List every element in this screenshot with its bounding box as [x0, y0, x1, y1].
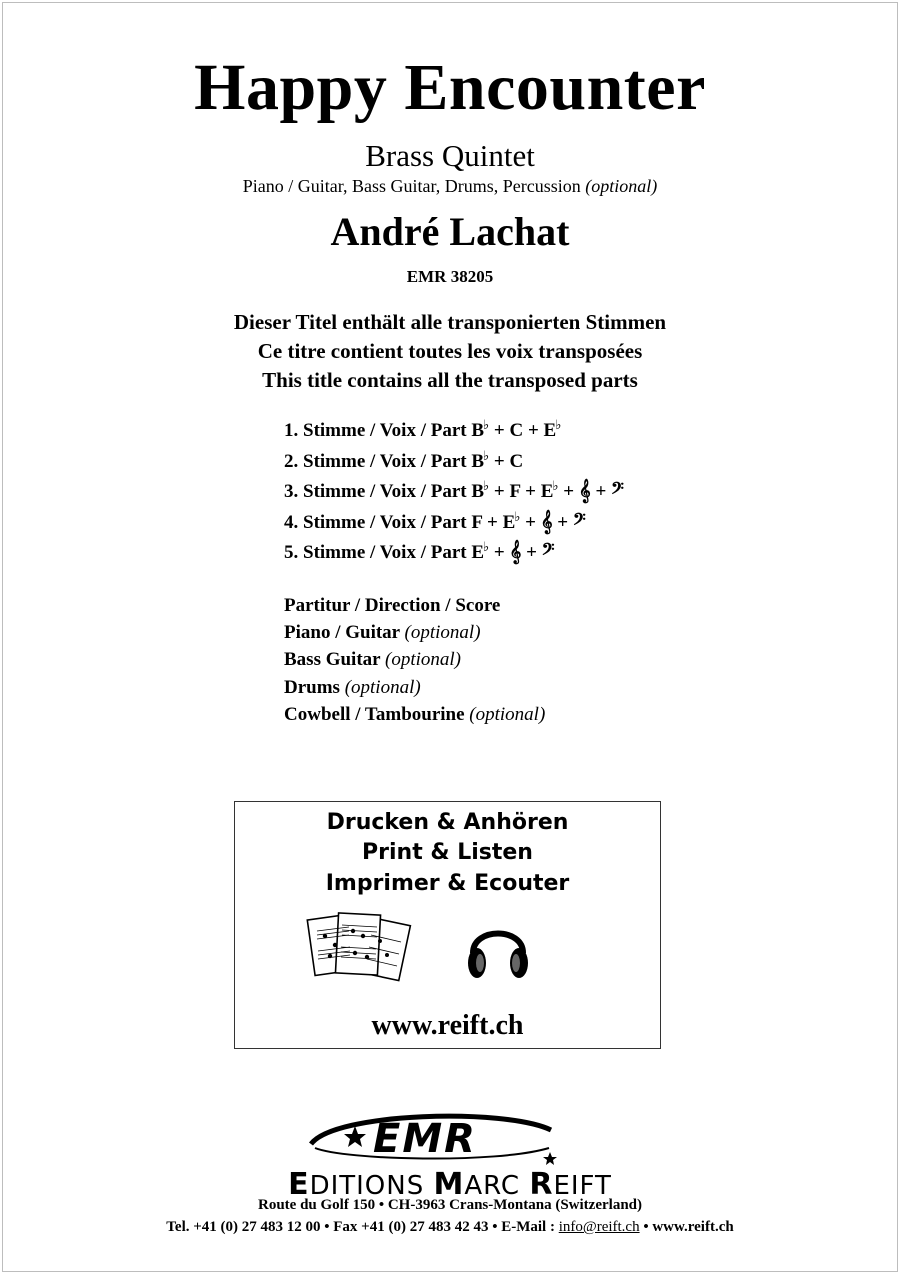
- contact-phone-fax: Tel. +41 (0) 27 483 12 00 • Fax +41 (0) 27 483 42 43 • E-Mail :: [166, 1219, 559, 1235]
- part-label: 1. Stimme / Voix / Part B: [284, 420, 485, 441]
- part-3: [284, 471, 624, 502]
- plus-sign: +: [557, 511, 569, 533]
- plus-sign: +: [525, 511, 536, 533]
- extras-list: [284, 592, 545, 728]
- flat-symbol: ♭: [514, 508, 521, 524]
- part-label: 5. Stimme / Voix / Part E: [284, 542, 485, 563]
- part-suffix: + C + E: [493, 420, 557, 441]
- notice-de: Dieser Titel enthält alle transponierten Stimmen: [233, 310, 667, 334]
- flat-symbol: ♭: [483, 478, 490, 493]
- flat-symbol: ♭: [483, 447, 490, 463]
- notice-fr: Ce titre contient toutes les voix transposées: [257, 339, 643, 363]
- extra-bass-guitar: [284, 646, 545, 673]
- extra-drums: [284, 674, 545, 701]
- instrumentation-text: Piano / Guitar, Bass Guitar, Drums, Percussion: [242, 176, 581, 196]
- part-5: [284, 532, 624, 563]
- flat-symbol: ♭: [552, 478, 559, 493]
- sheet-music-icon: [305, 909, 420, 989]
- treble-clef-icon: 𝄞: [509, 539, 522, 563]
- publisher-name: EDITIONS MARC REIFT: [288, 1167, 612, 1202]
- part-label: 2. Stimme / Voix / Part B: [284, 450, 485, 472]
- extra-label: Piano / Guitar: [284, 622, 400, 644]
- bass-clef-icon: 𝄢: [611, 478, 624, 502]
- promo-box: [234, 801, 661, 1049]
- treble-clef-icon: 𝄞: [540, 508, 553, 533]
- promo-line-en: Print & Listen: [362, 840, 533, 865]
- notice-en: This title contains all the transposed parts: [262, 368, 638, 392]
- optional-note: (optional): [404, 622, 481, 644]
- flat-symbol: ♭: [483, 417, 490, 432]
- composer: André Lachat: [330, 209, 570, 254]
- part-4: [284, 502, 624, 533]
- part-1: [284, 410, 624, 441]
- part-2: [284, 441, 624, 472]
- publisher-address: Route du Golf 150 • CH-3963 Crans-Montana (Switzerland): [258, 1197, 642, 1213]
- promo-line-de: Drucken & Anhören: [326, 810, 569, 835]
- part-label: 3. Stimme / Voix / Part B: [284, 481, 485, 502]
- email-link[interactable]: info@reift.ch: [558, 1219, 640, 1235]
- contact-website: • www.reift.ch: [639, 1219, 734, 1235]
- promo-url[interactable]: www.reift.ch: [371, 1010, 524, 1041]
- plus-sign: +: [526, 542, 537, 563]
- optional-note: (optional): [385, 649, 462, 671]
- emr-logo: [305, 1108, 565, 1166]
- plus-sign: +: [493, 542, 505, 563]
- bass-clef-icon: 𝄢: [572, 508, 586, 533]
- extra-piano-guitar: [284, 619, 545, 646]
- treble-clef-icon: 𝄞: [578, 478, 591, 502]
- optional-note: (optional): [469, 703, 546, 725]
- plus-sign: +: [595, 481, 607, 502]
- optional-note: (optional): [585, 176, 658, 196]
- flat-symbol: ♭: [555, 417, 562, 432]
- page-title: Happy Encounter: [194, 51, 706, 124]
- part-label: 4. Stimme / Voix / Part F + E: [284, 511, 516, 533]
- subtitle: Brass Quintet: [365, 138, 535, 173]
- headphones-icon: [463, 915, 533, 985]
- extra-label: Drums: [284, 676, 340, 698]
- extra-label: Cowbell / Tambourine: [284, 703, 465, 725]
- part-suffix: + F + E: [493, 481, 554, 502]
- flat-symbol: ♭: [483, 539, 490, 554]
- parts-list: [284, 410, 624, 563]
- part-suffix: + C: [493, 450, 524, 472]
- promo-line-fr: Imprimer & Ecouter: [325, 871, 570, 896]
- logo-text: EMR: [373, 1116, 477, 1162]
- extra-label: Bass Guitar: [284, 649, 381, 671]
- catalog-code: EMR 38205: [406, 267, 494, 286]
- extra-label: Partitur / Direction / Score: [284, 595, 501, 616]
- bass-clef-icon: 𝄢: [541, 539, 555, 563]
- instrumentation: [0, 176, 900, 197]
- optional-note: (optional): [344, 676, 421, 698]
- extra-score: [284, 592, 545, 619]
- plus-sign: +: [563, 481, 575, 502]
- extra-cowbell-tambourine: [284, 701, 545, 728]
- publisher-contact: [0, 1219, 900, 1236]
